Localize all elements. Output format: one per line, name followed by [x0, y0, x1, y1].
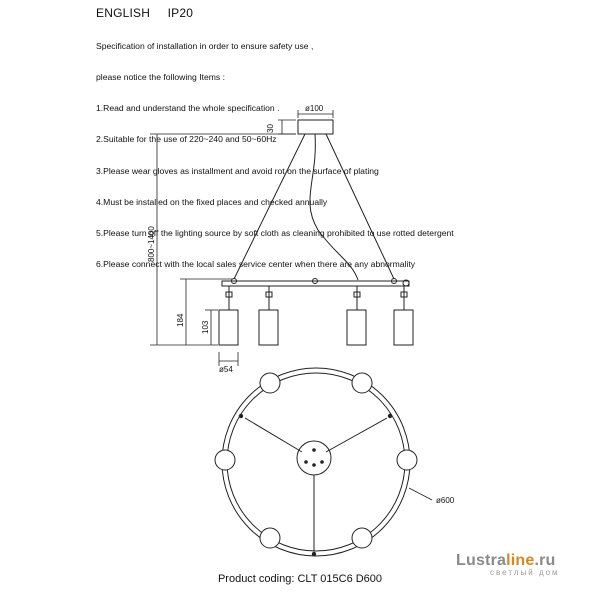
ip-rating: IP20 — [167, 6, 194, 20]
dim-body-height: 184 — [176, 313, 185, 327]
suspension-cable-right — [326, 134, 394, 279]
watermark-tagline: светлый дом — [490, 568, 560, 577]
shade-top-view — [352, 373, 372, 393]
shade-top-view — [260, 373, 280, 393]
shade — [259, 310, 278, 345]
suspension-cable-left — [234, 134, 305, 279]
shade-top-view — [215, 450, 235, 470]
product-coding: Product coding: CLT 015C6 D600 — [217, 573, 383, 585]
spec-line: 2.Suitable for the use of 220~240 and 50~60Hz — [96, 134, 277, 145]
dim-ring-diameter: ø600 — [436, 496, 455, 505]
dim-shade-height: 103 — [201, 320, 210, 334]
brand-accent: line — [506, 552, 535, 569]
center-plate — [297, 441, 331, 475]
spec-line: please notice the following Items : — [96, 72, 225, 83]
shade-top-view — [352, 528, 372, 548]
canopy — [298, 120, 333, 134]
shade — [394, 310, 413, 345]
spec-line: Specification of installation in order to ensure safety use , — [96, 40, 314, 51]
brand-main: Lustra — [456, 552, 507, 569]
shade — [219, 310, 238, 345]
spec-line: 1.Read and understand the whole specification . — [96, 103, 280, 114]
watermark — [456, 552, 560, 577]
spec-line: 3.Please wear gloves as installment and avoid rot on the surface of plating — [96, 165, 379, 176]
brand-tld: .ru — [534, 552, 556, 569]
shade-top-view — [260, 528, 280, 548]
spec-line: 5.Please turn off the lighting source by soft cloth as cleaning prohibited to use rotted detergent — [96, 228, 454, 239]
shade — [347, 310, 366, 345]
dim-shade-diameter: ø54 — [219, 365, 233, 374]
dim-overall-height: 800~1400 — [147, 226, 156, 262]
ring-outer — [222, 368, 410, 556]
language-label: ENGLISH — [96, 6, 151, 20]
power-cord — [310, 134, 358, 280]
spec-line: 6.Please connect with the local sales service center when there are any abnormality — [96, 259, 416, 270]
ring-inner — [227, 373, 405, 551]
shade-top-view — [397, 450, 417, 470]
dim-canopy-diameter: ø100 — [305, 104, 324, 113]
dim-canopy-height: 30 — [266, 124, 275, 133]
spec-line: 4.Must be installed on the fixed places and checked annually — [96, 196, 328, 207]
